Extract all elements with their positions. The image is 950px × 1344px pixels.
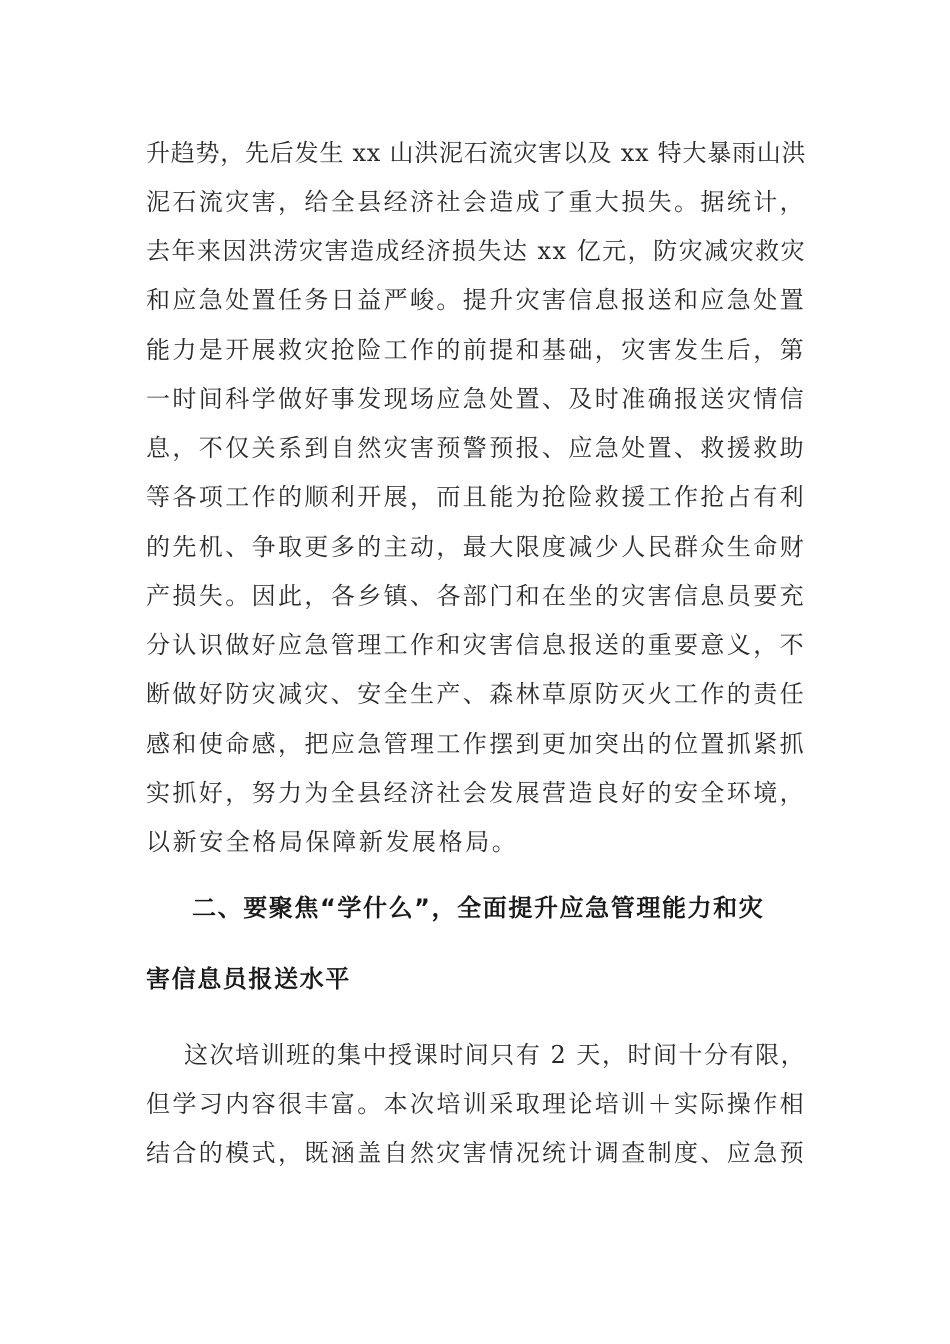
- section-heading-line-2: 害信息员报送水平: [146, 965, 351, 993]
- text-line: 这次培训班的集中授课时间只有 2 天，时间十分有限，: [184, 1041, 807, 1069]
- text-line: 实抓好，努力为全县经济社会发展营造良好的安全环境，: [146, 779, 806, 807]
- text-line: 分认识做好应急管理工作和灾害信息报送的重要意义，不: [146, 631, 806, 659]
- text-line: 息，不仅关系到自然灾害预警预报、应急处置、救援救助: [146, 434, 806, 462]
- text-line: 能力是开展救灾抢险工作的前提和基础，灾害发生后，第: [146, 336, 806, 364]
- section-heading-line-1: 二、要聚焦“学什么”，全面提升应急管理能力和灾: [192, 894, 765, 922]
- text-line: 断做好防灾减灾、安全生产、森林草原防灭火工作的责任: [146, 680, 806, 708]
- text-line: 但学习内容很丰富。本次培训采取理论培训＋实际操作相: [146, 1090, 806, 1118]
- text-line: 一时间科学做好事发现场应急处置、及时准确报送灾情信: [146, 385, 806, 413]
- text-line: 等各项工作的顺利开展，而且能为抢险救援工作抢占有利: [146, 483, 806, 511]
- text-line: 和应急处置任务日益严峻。提升灾害信息报送和应急处置: [146, 286, 806, 314]
- text-line: 感和使命感，把应急管理工作摆到更加突出的位置抓紧抓: [146, 730, 806, 758]
- text-line: 的先机、争取更多的主动，最大限度减少人民群众生命财: [146, 533, 806, 561]
- text-line: 升趋势，先后发生 xx 山洪泥石流灾害以及 xx 特大暴雨山洪: [146, 139, 807, 167]
- text-line: 结合的模式，既涵盖自然灾害情况统计调查制度、应急预: [146, 1139, 806, 1167]
- text-line: 泥石流灾害，给全县经济社会造成了重大损失。据统计，: [146, 188, 806, 216]
- text-line: 去年来因洪涝灾害造成经济损失达 xx 亿元，防灾减灾救灾: [146, 237, 807, 265]
- text-line: 以新安全格局保障新发展格局。: [146, 828, 519, 856]
- text-line: 产损失。因此，各乡镇、各部门和在坐的灾害信息员要充: [146, 582, 806, 610]
